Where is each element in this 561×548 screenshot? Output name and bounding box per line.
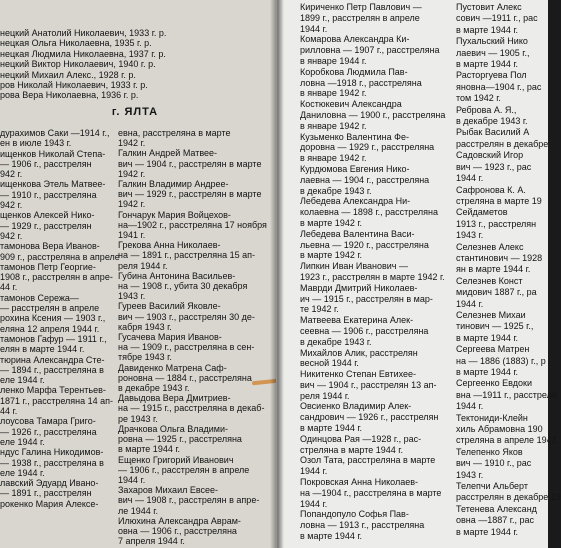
record-line: 1941 г. (118, 230, 146, 241)
record-line: Ещенко Григорий Иванович (118, 454, 234, 465)
record-line: Селезнев Михаи (456, 309, 526, 320)
record-line: 1944 г. (300, 466, 328, 477)
record-line: хиль Абрамовна 190 (456, 424, 543, 435)
record-line: вна —1911 г., расстреля (456, 389, 557, 400)
right-page (276, 0, 561, 548)
record-line: Комарова Александра Ки- (300, 34, 410, 45)
record-line: на — 1908 г., убита 30 декабря (118, 281, 248, 292)
record-line: лаевна — 1904 г., расстреляна (300, 174, 430, 185)
record-line: ищенкова Этель Матвее- (0, 179, 106, 190)
record-line: 44 г. (0, 282, 18, 293)
record-line: сович —1911 г., рас (456, 13, 538, 24)
record-line: 1943 г. (456, 469, 484, 480)
record-line: вич — 1904 г., расстрелян 13 ап- (300, 379, 437, 390)
record-line: вич — 1910 г., рас (456, 458, 532, 469)
record-line: в декабре 1943 г. (456, 116, 528, 127)
record-line: в декабре 1943 г. (300, 185, 372, 196)
record-line: евна, расстреляна в марте (118, 128, 231, 138)
record-line: лоусова Тамара Григо- (0, 416, 96, 427)
record-line: Гуреев Василий Яковле- (118, 301, 221, 312)
record-line: в январе 1942 г. (300, 120, 367, 131)
record-line: Сейдаметов (456, 207, 508, 218)
record-line: Даниловна — 1900 г., расстреляна (300, 109, 446, 120)
record-line: колаевна — 1898 г., расстреляна (300, 207, 439, 218)
record-line: льевна — 1920 г., расстреляна (300, 239, 429, 250)
record-line: в марте 1944 г. (118, 444, 181, 455)
record-line: Озол Тата, расстреляна в марте (300, 455, 436, 466)
column-d (456, 2, 561, 538)
record-line: реля 1944 г. (118, 260, 168, 271)
record-line: Тектониди-Клейн (456, 412, 528, 423)
record-line: в декабре 1943 г. (118, 383, 190, 394)
record-line: в марте 1944 г. (456, 332, 519, 343)
record-line: Селезнев Конст (456, 275, 523, 286)
record-line: Тетенева Александ (456, 503, 537, 514)
record-line: Михайлов Алик, расстрелян (300, 347, 418, 358)
record-line: 1944 г. (456, 173, 484, 184)
name-entry: нецкий Михаил Алекс., 1928 г. р. (0, 69, 136, 80)
record-line: 1923 г., расстрелян в марте 1942 г. (300, 271, 445, 282)
record-line: елян в марте 1944 г. (0, 344, 85, 355)
top-entries (0, 28, 240, 101)
record-line: в марте 1944 г. (456, 526, 519, 537)
record-line: Гусачева Мария Иванов- (118, 332, 222, 343)
book-gutter (270, 0, 284, 548)
record-line: рокенко Мария Алексе- (0, 498, 99, 509)
record-line: щенков Алексей Нико- (0, 210, 95, 221)
record-line: на — 1915 г., расстреляна в декаб- (118, 403, 265, 414)
record-line: овна — 1906 г., расстреляна (118, 525, 237, 536)
record-line: лавский Эдуард Ивано- (0, 478, 99, 489)
record-line: тябре 1943 г. (118, 352, 172, 363)
record-line: — 1910 г., расстреляна (0, 189, 97, 200)
record-line: Кузьменко Валентина Фе- (300, 131, 409, 142)
record-line: — 1891 г., расстрелян (0, 488, 92, 499)
record-line: Овсиенко Владимир Алек- (300, 401, 412, 412)
record-line: 1908 г., расстрелян в апре- (0, 272, 113, 283)
record-line: 909 г., расстреляна в апреле (0, 251, 120, 262)
record-line: на — 1909 г., расстреляна в сен- (118, 342, 255, 353)
record-line: стреляна в марте 1944 г. (300, 444, 403, 455)
record-line: доровна — 1929 г., расстреляна (300, 142, 435, 153)
record-line: вич — 1903 г., расстрелян 30 де- (118, 311, 255, 322)
record-line: ре 1943 г. (118, 413, 158, 424)
record-line: 1944 г. (118, 474, 146, 485)
record-line: Губина Антонина Васильев- (118, 270, 236, 281)
record-line: стреляна в марте 19 (456, 195, 542, 206)
record-line: Грекова Анна Николаев- (118, 240, 221, 251)
record-line: 1944 г. (456, 401, 484, 412)
record-line: в марте 1944 г. (456, 367, 519, 377)
record-line: в марте 1944 г. (300, 531, 363, 542)
record-line: 942 г. (0, 169, 23, 180)
record-line: 1871 г., расстреляна 14 ап- (0, 395, 114, 406)
record-line: тинович — 1925 г., (456, 321, 534, 332)
record-line: ян в марте 1944 г. (456, 264, 531, 275)
record-line: 1942 г. (118, 168, 146, 179)
record-line: сандрович — 1926 г., расстрелян (300, 412, 439, 423)
record-line: ленко Марфа Терентьев- (0, 385, 106, 396)
record-line: — 1894 г., расстреляна в (0, 364, 104, 375)
record-line: в марте 1942 г. (300, 250, 363, 261)
record-line: ндус Галина Никодимов- (0, 447, 104, 458)
record-line: том 1942 г. (456, 93, 501, 104)
record-line: Липкин Иван Иванович — (300, 261, 408, 272)
record-line: 1899 г., расстрелян в апреле (300, 12, 420, 23)
record-line: ловна —1918 г., расстреляна (300, 77, 422, 88)
record-line: вич — 1923 г., рас (456, 161, 532, 172)
record-line: 942 г. (0, 230, 23, 241)
record-line: Лебедева Александра Ни- (300, 196, 411, 207)
record-line: рохина Ксения — 1903 г., (0, 313, 106, 324)
record-line: Захаров Михаил Евсее- (118, 485, 219, 496)
record-line: весной 1944 г. (300, 358, 359, 369)
record-line: 1943 г. (118, 291, 146, 302)
record-line: ле 1944 г. (118, 505, 158, 516)
name-entry: рова Вера Николаевна, 1936 г. р. (0, 90, 139, 101)
column-b (118, 128, 270, 546)
record-line: еляна 12 апреля 1944 г. (0, 323, 100, 334)
record-line: Коробкова Людмила Пав- (300, 66, 408, 77)
record-line: Сергеенко Евдоки (456, 378, 533, 389)
left-page (0, 0, 276, 548)
record-line: яновна—1904 г., рас (456, 81, 542, 92)
record-line: еле 1944 г. (0, 467, 45, 478)
record-line: Давыдова Вера Дмитриев- (118, 393, 231, 404)
record-line: — 1906 г., расстрелян (0, 158, 92, 169)
record-line: 1943 г. (456, 230, 484, 241)
record-line: мидович 1887 г., ра (456, 287, 537, 298)
record-line: Садовский Игор (456, 150, 524, 161)
record-line: в марте 1944 г. (456, 24, 519, 35)
name-entry: нецкая Людмила Николаевна, 1937 г. р. (0, 48, 166, 59)
record-line: еле 1944 г. (0, 375, 45, 386)
record-line: лаевич — 1905 г., (456, 47, 530, 58)
record-line: — расстрелян в апреле (0, 303, 100, 314)
record-line: — 1906 г., расстрелян в апреле (118, 464, 250, 475)
record-line: вич — 1929 г., расстрелян в марте (118, 189, 262, 200)
record-line: Матвеева Екатерина Алек- (300, 315, 414, 326)
record-line: в марте 1944 г. (456, 59, 519, 70)
record-line: роновна — 1884 г., расстреляна (118, 372, 252, 383)
record-line: Костюкевич Александра (300, 99, 402, 110)
record-line: 1944 г. (456, 298, 484, 309)
record-line: в марте 1942 г. (300, 217, 363, 228)
record-line: рилловна — 1907 г., расстреляна (300, 45, 440, 56)
record-line: Гончарук Мария Войцехов- (118, 209, 231, 220)
record-line: 1944 г. (300, 23, 328, 34)
record-line: расстрелян в декабре 19 (456, 492, 561, 503)
record-line: Маврди Дмитрий Николаев- (300, 282, 418, 293)
name-entry: нецкий Виктор Николаевич, 1940 г. р. (0, 59, 156, 70)
record-line: Пустовит Алекс (456, 2, 522, 12)
record-line: на — 1886 (1883) г., р (456, 355, 546, 366)
column-a (0, 128, 120, 509)
column-c (300, 2, 450, 542)
name-entry: ров Николай Николаевич, 1933 г. р. (0, 80, 148, 91)
name-entry: нецкая Ольга Николаевна, 1935 г. р. (0, 38, 152, 49)
record-line: в марте 1944 г. (300, 423, 363, 434)
record-line: на —1904 г., расстреляна в марте (300, 487, 442, 498)
record-line: расстрелян в декабре (456, 138, 549, 149)
record-line: Телепенко Яков (456, 446, 523, 457)
record-line: Селезнев Алекс (456, 241, 524, 252)
record-line: дурахимов Саки —1914 г., (0, 128, 110, 138)
record-line: Пухальский Нико (456, 36, 528, 47)
record-line: Рыбак Василий А (456, 127, 530, 138)
record-line: Драчкова Ольга Владими- (118, 423, 229, 434)
record-line: Реброва А. Я., (456, 104, 517, 115)
record-line: тамонов Гафур — 1911 г., (0, 333, 107, 344)
record-line: в январе 1942 г. (300, 88, 367, 99)
record-line: Покровская Анна Николаев- (300, 477, 418, 488)
section-heading: г. ЯЛТА (111, 105, 159, 118)
record-line: 1944 г. (300, 498, 328, 509)
record-line: тюрина Александра Сте- (0, 354, 105, 365)
record-line: ищенков Николай Степа- (0, 148, 106, 159)
record-line: Одинцова Рая —1928 г., рас- (300, 433, 422, 444)
record-line: кабря 1943 г. (118, 321, 172, 332)
record-line: вич — 1908 г., расстрелян в апре- (118, 495, 260, 506)
record-line: в декабре 1943 г. (300, 336, 372, 347)
record-line: на — 1891 г., расстреляна 15 ап- (118, 250, 256, 261)
record-line: Лебедева Валентина Васи- (300, 228, 415, 239)
left-top-block (0, 28, 240, 121)
record-line: Галкин Андрей Матвее- (118, 148, 218, 159)
record-line: овна —1887 г., рас (456, 515, 534, 526)
record-line: тамонова Вера Иванов- (0, 241, 100, 252)
record-line: 1913 г., расстрелян (456, 218, 537, 229)
record-line: Курдюмова Евгения Нико- (300, 163, 410, 174)
record-line: ровна — 1925 г., расстреляна (118, 434, 242, 445)
record-line: Никитенко Степан Евтихее- (300, 369, 417, 380)
record-line: вич — 1904 г., расстрелян в марте (118, 158, 262, 169)
record-line: еле 1944 г. (0, 436, 45, 447)
record-line: тамонов Сережа— (0, 292, 79, 303)
name-entry: нецкий Анатолий Николаевич, 1933 г. р. (0, 28, 167, 38)
record-line: тамонов Петр Георгие- (0, 261, 96, 272)
record-line: ич — 1915 г., расстрелян в мар- (300, 293, 433, 304)
record-line: ен в июле 1943 г. (0, 138, 72, 149)
record-line: Сафронова К. А. (456, 184, 526, 195)
record-line: — 1938 г., расстреляна в (0, 457, 104, 468)
record-line: Расторгуева Пол (456, 70, 527, 81)
record-line: 1942 г. (118, 138, 146, 149)
record-line: в январе 1944 г. (300, 55, 367, 66)
record-line: Телепчи Альберт (456, 481, 528, 492)
record-line: Попандопуло Софья Пав- (300, 509, 409, 520)
record-line: 7 апреля 1944 г. (118, 536, 185, 547)
record-line: Илюхина Александра Аврам- (118, 515, 241, 526)
record-line: — 1929 г., расстрелян (0, 220, 92, 231)
record-line: Давиденко Матрена Саф- (118, 362, 227, 373)
record-line: на—1902 г., расстреляна 17 ноября (118, 219, 267, 230)
record-line: стреляна в апреле 1943 (456, 435, 557, 446)
record-line: Сергеева Матрен (456, 344, 530, 355)
record-line: реля 1944 г. (300, 390, 350, 401)
record-line: ловна — 1913 г., расстреляна (300, 520, 425, 531)
record-line: — 1926 г., расстреляна (0, 426, 97, 437)
record-line: Галкин Владимир Андрее- (118, 179, 229, 190)
record-line: те 1942 г. (300, 304, 339, 315)
record-line: 942 г. (0, 200, 23, 211)
record-line: 1942 г. (118, 199, 146, 210)
record-line: Кириченко Петр Павлович — (300, 2, 422, 12)
record-line: стантинович — 1928 (456, 252, 543, 263)
record-line: сеевна — 1906 г., расстреляна (300, 325, 429, 336)
record-line: 44 г. (0, 406, 18, 417)
record-line: в январе 1942 г. (300, 153, 367, 164)
